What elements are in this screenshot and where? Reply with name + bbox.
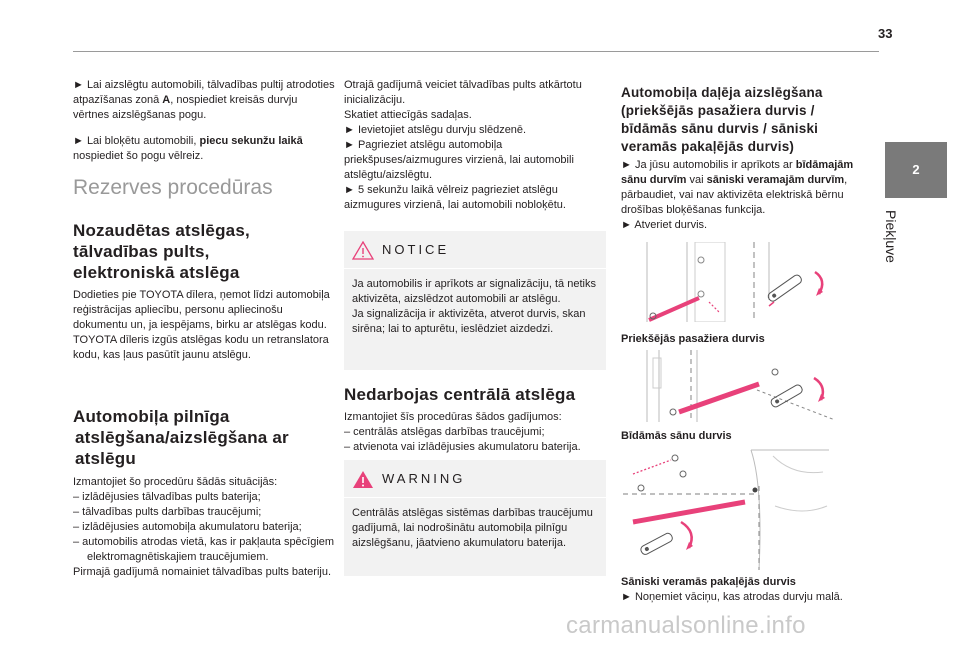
reinit-text: Otrajā gadījumā veiciet tālvadības pults atkārtotu inicializāciju. Skatiet attiecīgās sadaļas. ► Ievietojiet atslēgu durvju slēdzenē. ► Pagrieziet atslēgu automobiļa priekšpuses/aizmugures virzienā, lai automobili atslēgtu/aizslēgtu. ► 5 sekunžu laikā vēlreiz pagrieziet atslēgu aizmugures virzienā, lai automobili nobloķētu. — [344, 79, 582, 211]
watermark: carmanualsonline.info — [566, 612, 806, 639]
list-item: – automobilis atrodas vietā, kas ir pakļauta spēcīgiem elektromagnētiskajiem traucējumiem. — [73, 536, 335, 563]
warning-icon — [352, 470, 374, 489]
key-lock-text: Izmantojiet šo procedūru šādās situācijās: – izlādējusies tālvadības pults baterija; – tālvadības pults darbības traucējumi; – izlādējusies automobiļa akumulatoru baterija; – automobilis atrodas vietā, kas ir pakļauta spēcīgiem elektromagnētiskajiem traucējumiem. Pirmajā gadījumā nomainiet tālvadības pults bateriju. — [73, 476, 335, 578]
chapter-name: Piekļuve — [883, 210, 899, 263]
list-item: – izlādējusies tālvadības pults baterija; — [73, 491, 261, 503]
heading-central-lock: Nedarbojas centrālā atslēga — [344, 385, 576, 404]
notice-label: NOTICE — [382, 242, 450, 257]
notice-header — [344, 231, 606, 269]
chapter-number: 2 — [912, 162, 920, 177]
warning-label: WARNING — [382, 471, 466, 486]
front-door-illustration — [639, 242, 837, 322]
figure-front-door — [639, 242, 837, 322]
figure-sliding-door — [639, 350, 839, 422]
list-item: – izlādējusies automobiļa akumulatoru baterija; — [73, 521, 302, 533]
intro-paragraph-1: ► Lai aizslēgtu automobili, tālvadības pultij atrodoties atpazīšanas zonā A, nospiediet kreisās durvju vērtnes aizslēgšanas pogu. — [73, 79, 335, 121]
list-item: – atvienota vai izlādējusies akumulatoru baterija. — [344, 441, 581, 453]
sliding-door-illustration — [639, 350, 839, 422]
notice-box — [344, 231, 606, 370]
notice-text: Ja automobilis ir aprīkots ar signalizāciju, tā netiks aktivizēta, aizslēdzot automobili ar atslēgu. Ja signalizācija ir aktivizēta, atverot durvis, skan sirēna; lai to apturētu, ieslēdziet aizdedzi. — [352, 278, 596, 335]
heading-partial-lock: Automobiļa daļēja aizslēgšana (priekšējās pasažiera durvis / bīdāmās sānu durvis / sāniski veramās pakaļējās durvis) — [621, 85, 823, 154]
heading-key-lock: Automobiļa pilnīga atslēgšana/aizslēgšana ar atslēgu — [73, 407, 289, 468]
page-number: 33 — [878, 26, 893, 41]
chapter-label — [883, 210, 910, 280]
caption-front-door: Priekšējās pasažiera durvis — [621, 333, 765, 345]
final-text: ► Noņemiet vāciņu, kas atrodas durvju malā. — [621, 591, 843, 603]
list-item: – centrālās atslēgas darbības traucējumi; — [344, 426, 545, 438]
central-lock-text: Izmantojiet šīs procedūras šādos gadījumos: – centrālās atslēgas darbības traucējumi; – atvienota vai izlādējusies akumulatoru baterija. — [344, 410, 606, 455]
notice-icon — [352, 241, 374, 260]
rear-doors-illustration — [623, 446, 829, 570]
caption-sliding-door: Bīdāmās sānu durvis — [621, 430, 732, 442]
warning-header — [344, 460, 606, 498]
caption-rear-doors: Sāniski veramās pakaļējās durvis — [621, 576, 796, 588]
header-rule — [73, 51, 879, 52]
intro-paragraph-2: ► Lai bloķētu automobili, piecu sekunžu laikā nospiediet šo pogu vēlreiz. — [73, 135, 303, 162]
warning-box — [344, 460, 606, 576]
warning-text: Centrālās atslēgas sistēmas darbības traucējumu gadījumā, lai nodrošinātu automobiļa pilnīgu aizslēgšanu, jāatvieno akumulatoru baterija. — [352, 507, 593, 549]
list-item: – tālvadības pults darbības traucējumi; — [73, 506, 262, 518]
heading-lost-keys: Nozaudētas atslēgas, tālvadības pults, elektroniskā atslēga — [73, 221, 250, 282]
chapter-tab[interactable] — [885, 142, 947, 198]
partial-lock-text: ► Ja jūsu automobilis ir aprīkots ar bīdāmajām sānu durvīm vai sāniski veramajām durvīm, pārbaudiet, vai nav aktivizēta elektriskā bērnu drošības bloķēšanas funkcija. ► Atveriet durvis. — [621, 159, 854, 231]
section-title: Rezerves procedūras — [73, 176, 273, 199]
lost-keys-text: Dodieties pie TOYOTA dīlera, ņemot līdzi automobiļa reģistrācijas apliecību, personu apliecinošu dokumentu un, ja iespējams, birku ar atslēgas kodu. TOYOTA dīleris izgūs atslēgas kodu un retranslatora kodu, kas ļaus pasūtīt jaunu atslēgu. — [73, 289, 330, 361]
figure-rear-doors — [623, 446, 829, 570]
